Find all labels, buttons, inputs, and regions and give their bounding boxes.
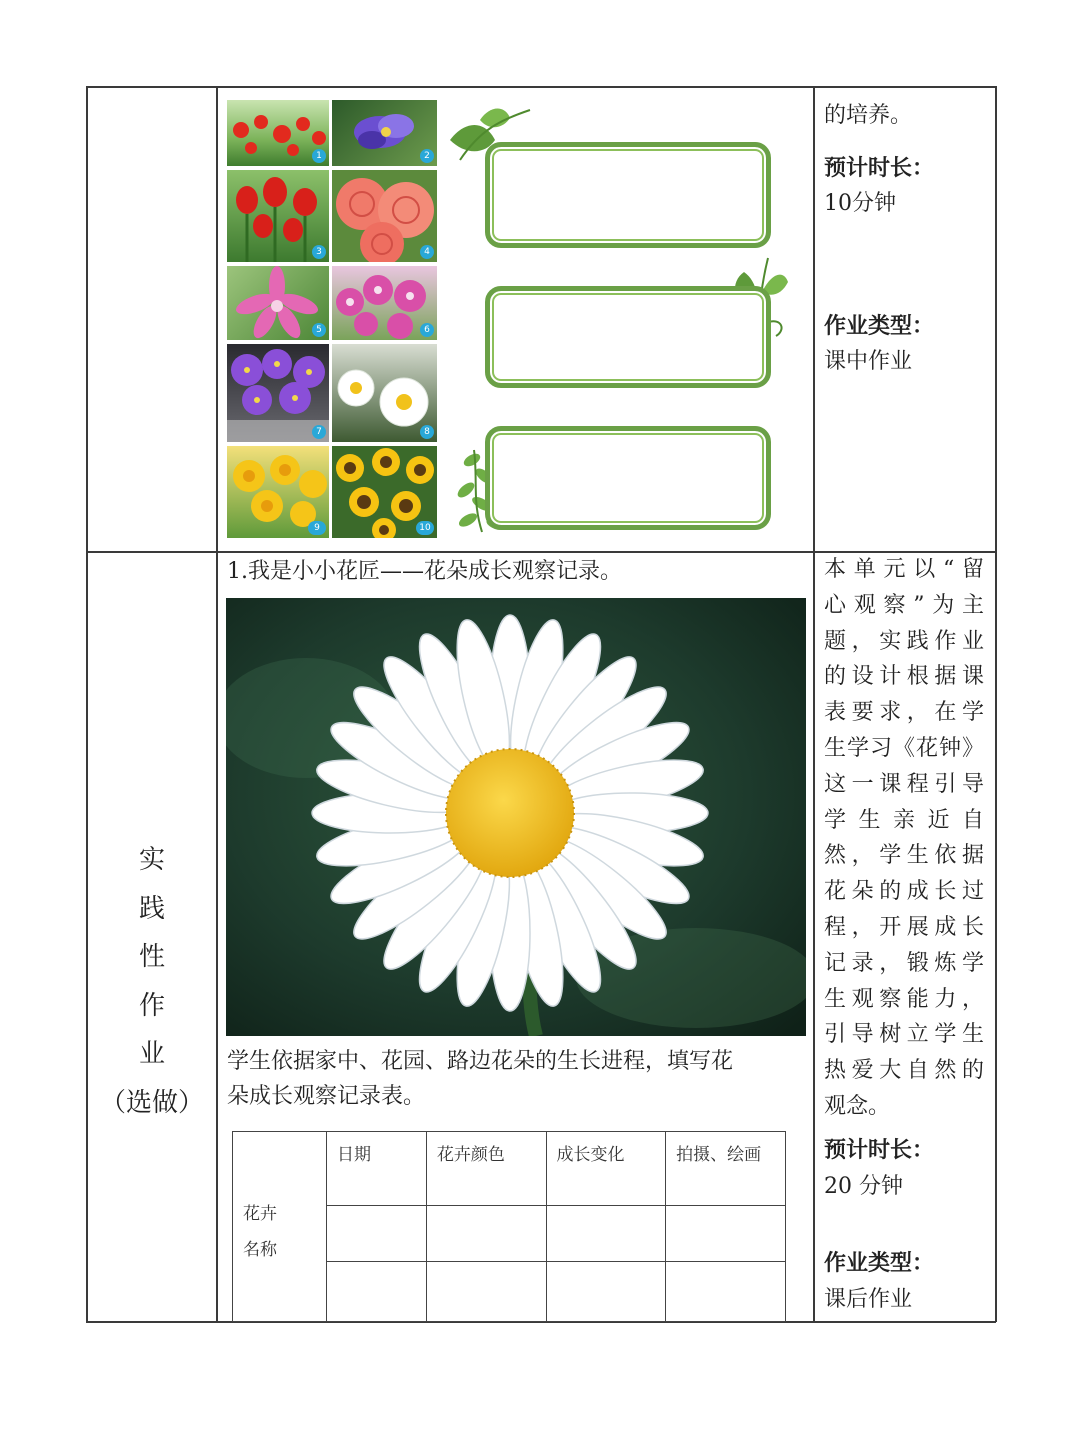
task-description-line: 学生依据家中、花园、路边花朵的生长进程，填写花 [227, 1049, 734, 1074]
top-intro-text: 的培养。 [824, 103, 913, 128]
top-duration-label: 预计时长： [824, 155, 935, 181]
table-cell[interactable] [426, 1262, 546, 1322]
design-note-line: 本单元以“留 [824, 557, 984, 582]
top-right-notes [824, 98, 992, 380]
design-note-line: 生学习《花钟》 [824, 735, 984, 761]
practice-homework-label [88, 836, 216, 1127]
design-note-line: 热爱大自然的 [824, 1058, 984, 1084]
bottom-right-notes [824, 552, 984, 1318]
border-top [86, 86, 996, 88]
photo-number-badge: 2 [420, 149, 434, 163]
row-header-cell [233, 1132, 327, 1322]
photo-number-badge: 10 [416, 521, 434, 535]
photo-number-badge: 4 [420, 245, 434, 259]
task-description [227, 1044, 733, 1114]
design-note-line: 观念。 [824, 1093, 891, 1119]
table-cell[interactable] [426, 1206, 546, 1262]
column-header-date: 日期 [327, 1132, 427, 1206]
label-char: 践 [138, 893, 165, 924]
photo-number-badge: 6 [420, 323, 434, 337]
table-cell[interactable] [546, 1262, 666, 1322]
design-note-line: 题，实践作业 [824, 628, 984, 654]
border-left [86, 86, 88, 1322]
divider-col1 [216, 86, 218, 1322]
empty-frame-2 [485, 286, 771, 388]
photo-number-badge: 8 [420, 425, 434, 439]
flower-photo-tulip [227, 170, 329, 262]
row-header-line: 名称 [243, 1239, 277, 1260]
top-duration-value: 10分钟 [824, 191, 896, 216]
table-cell[interactable] [327, 1206, 427, 1262]
photo-number-badge: 7 [312, 425, 326, 439]
design-note-line: 这一课程引导 [824, 771, 984, 797]
top-type-value: 课中作业 [824, 349, 913, 374]
column-header-color: 花卉颜色 [426, 1132, 546, 1206]
task-title: 1.我是小小花匠——花朵成长观察记录。 [227, 559, 622, 584]
label-char: 性 [138, 942, 165, 972]
flower-photo-poppy [227, 100, 329, 166]
flower-photo-violet [227, 344, 329, 442]
design-note-line: 然，学生依据 [824, 843, 984, 869]
bottom-duration-value: 20 分钟 [824, 1173, 903, 1199]
daisy-photo [226, 598, 806, 1036]
design-note-line: 心观察”为主 [824, 592, 984, 618]
flower-photo-sunflower [332, 446, 437, 538]
design-note-line: 生观察能力， [824, 986, 984, 1012]
design-note-line: 记录，锻炼学 [824, 950, 984, 976]
bottom-type-label: 作业类型： [824, 1250, 935, 1277]
divider-col2 [813, 86, 815, 1322]
design-note-line: 表要求，在学 [824, 700, 984, 726]
design-note-line: 学生亲近自 [824, 807, 984, 833]
flower-photo-daffodil [227, 446, 329, 538]
flower-photo-orchid [332, 266, 437, 340]
column-header-photo-drawing: 拍摄、绘画 [666, 1132, 786, 1206]
empty-frame-3 [485, 426, 771, 530]
photo-number-badge: 5 [312, 323, 326, 337]
table-cell[interactable] [666, 1262, 786, 1322]
design-note-line: 花朵的成长过 [824, 879, 984, 905]
photo-number-badge: 9 [308, 521, 326, 535]
flower-photo-iris [332, 100, 437, 166]
design-note-line: 的设计根据课 [824, 664, 984, 690]
table-cell[interactable] [327, 1262, 427, 1322]
observation-record-table [232, 1131, 786, 1322]
photo-number-badge: 1 [312, 149, 326, 163]
label-optional: （选做） [99, 1087, 204, 1118]
column-header-growth: 成长变化 [546, 1132, 666, 1206]
flower-photo-daisy [332, 344, 437, 442]
empty-frame-1 [485, 142, 771, 248]
label-char: 业 [138, 1039, 165, 1069]
table-cell[interactable] [666, 1206, 786, 1262]
label-char: 实 [138, 845, 165, 875]
border-right [995, 86, 997, 1322]
flower-photo-lily [227, 266, 329, 340]
row-header-line: 花卉 [243, 1203, 277, 1224]
bottom-duration-label: 预计时长： [824, 1136, 935, 1163]
top-type-label: 作业类型： [824, 313, 935, 339]
table-cell[interactable] [546, 1206, 666, 1262]
task-description-line: 朵成长观察记录表。 [227, 1084, 426, 1109]
design-note-line: 引导树立学生 [824, 1022, 984, 1048]
bottom-type-value: 课后作业 [824, 1287, 913, 1313]
label-char: 作 [138, 990, 165, 1021]
flower-photo-rose [332, 170, 437, 262]
photo-number-badge: 3 [312, 245, 326, 259]
design-note-line: 程，开展成长 [824, 914, 984, 940]
